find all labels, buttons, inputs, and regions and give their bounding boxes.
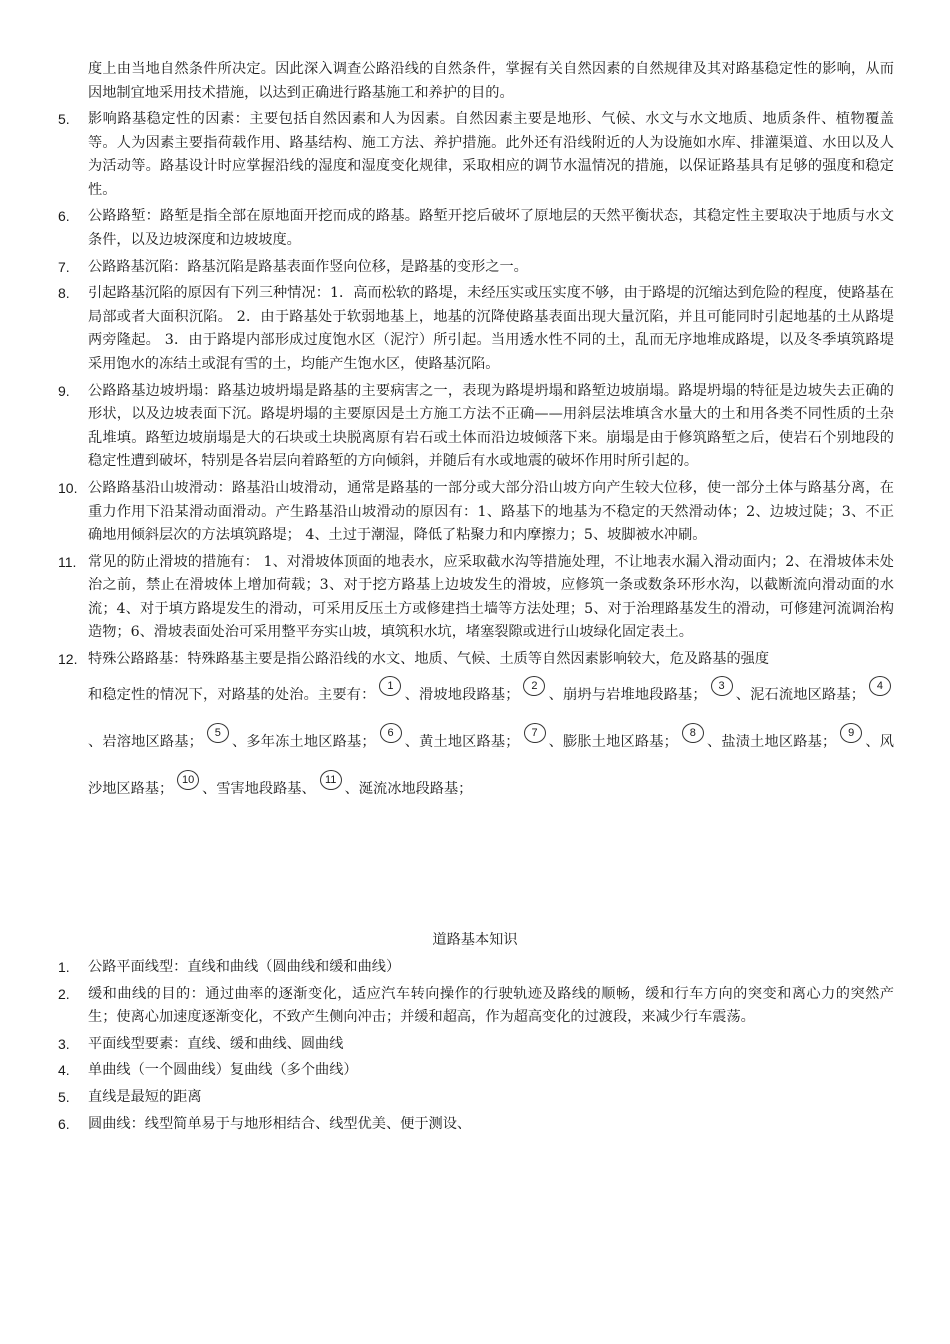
- list-item: [0, 956, 950, 980]
- circled-number: 7: [524, 723, 546, 743]
- list-item: [0, 983, 950, 1030]
- list-continuation: [0, 58, 950, 105]
- item-text: 公路路基沉陷：路基沉陷是路基表面作竖向位移，是路基的变形之一。: [88, 258, 528, 275]
- list-item: [0, 108, 950, 202]
- item-text: 单曲线（一个圆曲线）复曲线（多个曲线）: [88, 1062, 358, 1079]
- item-text: 缓和曲线的目的：通过曲率的逐渐变化，适应汽车转向操作的行驶轨迹及路线的顺畅，缓和行车方向的突变和离心力的突然产生；使离心加速度逐渐变化，不致产生侧向冲击；并缓和超高，作为超高变化的过渡段，来减少行车震荡。: [88, 985, 894, 1026]
- item-number: 8.: [58, 285, 70, 302]
- list-item: [0, 551, 950, 645]
- roadbed-type: 、崩坍与岩堆地段路基；: [548, 686, 707, 703]
- circled-number: 9: [840, 723, 862, 743]
- item-text: 公路路基沿山坡滑动：路基沿山坡滑动，通常是路基的一部分或大部分沿山坡方向产生较大位移，使一部分土体与路基分离，在重力作用下沿某滑动面滑动。产生路基沿山坡滑动的原因有：1、路基下的地基为不稳定的天然滑动体；2、边坡过陡；3、不正确地用倾斜层次的方法填筑路堤； 4、土过于潮湿，降低了粘聚力和内摩擦力；5、坡脚被水冲刷。: [88, 479, 894, 544]
- item-text: 公路路堑：路堑是指全部在原地面开挖而成的路基。路堑开挖后破坏了原地层的天然平衡状态，其稳定性主要取决于地质与水文条件，以及边坡深度和边坡坡度。: [88, 208, 894, 248]
- roadbed-type: 、多年冻土地区路基；: [231, 733, 376, 750]
- roadbed-type: 、黄土地区路基；: [404, 733, 520, 750]
- item-text: 圆曲线：线型简单易于与地形相结合、线型优美、便于测设、: [88, 1115, 472, 1132]
- section-title: 道路基本知识: [432, 932, 518, 948]
- numbered-list-road-basics: [0, 956, 950, 1136]
- list-item: [0, 256, 950, 280]
- roadbed-type: 、膨胀土地区路基；: [548, 733, 678, 750]
- item-number: 10.: [58, 479, 78, 496]
- item-text: [88, 648, 894, 813]
- list-item: [0, 477, 950, 548]
- item-text: 公路路基边坡坍塌：路基边坡坍塌是路基的主要病害之一，表现为路堤坍塌和路堑边坡崩塌。路堤坍塌的特征是边坡失去正确的形状，以及边坡表面下沉。路堤坍塌的主要原因是土方施工方法不正确——用斜层法堆填含水量大的土和用各类不同性质的土杂乱堆填。路堑边坡崩塌是大的石块或土块脱离原有岩石或土体而沿边坡倾落下来。崩塌是由于修筑路堑之后，使岩石个别地段的稳定性遭到破坏，特别是各岩层向着路堑的方向倾斜，并随后有水或地震的破坏作用时所引起的。: [88, 382, 894, 470]
- roadbed-type: 、涎流冰地段路基；: [344, 780, 473, 797]
- list-item: [0, 1033, 950, 1057]
- circled-number: 8: [682, 723, 704, 743]
- item-number: 4.: [58, 1062, 70, 1079]
- circled-number: 6: [380, 723, 402, 743]
- item12-intro: 特殊公路路基：特殊路基主要是指公路沿线的水文、地质、气候、土质等自然因素影响较大，危及路基的强度: [88, 651, 770, 668]
- item-number: 5.: [58, 1088, 70, 1105]
- item-number: 9.: [58, 382, 70, 399]
- roadbed-type: 、滑坡地段路基；: [404, 686, 520, 703]
- numbered-list-roadbed: [0, 108, 950, 813]
- item-number: 6.: [58, 1115, 70, 1132]
- item-number: 12.: [58, 651, 78, 668]
- item-number: 1.: [58, 959, 70, 975]
- item-text: 平面线型要素：直线、缓和曲线、圆曲线: [88, 1035, 344, 1052]
- item-text: 引起路基沉陷的原因有下列三种情况：1．高而松软的路堤，未经压实或压实度不够，由于路堤的沉缩达到危险的程度，使路基在局部或者大面积沉陷。 2．由于路基处于软弱地基上，地基的沉降使路基表面出现大量沉陷，并且可能同时引起地基的土从路堤两旁隆起。 3．由于路堤内部形成过度饱水区（泥泞）所引起。当用透水性不同的土，乱而无序地堆成路堤，以及冬季填筑路堤采用饱水的冻结土或混有雪的土，均能产生饱水区，使路基沉陷。: [88, 285, 894, 372]
- roadbed-type: 、岩溶地区路基；: [88, 733, 203, 750]
- list-item-special-roadbed: [0, 648, 950, 813]
- item12-lead: 和稳定性的情况下，对路基的处治。主要有：: [88, 686, 376, 703]
- circled-number: 2: [523, 676, 545, 696]
- list-item: [0, 282, 950, 376]
- roadbed-type: 、盐渍土地区路基；: [706, 733, 837, 750]
- item-number: 6.: [58, 208, 70, 225]
- roadbed-type: 、泥石流地区路基；: [735, 686, 865, 703]
- item-number: 11.: [58, 553, 77, 570]
- list-item: [0, 205, 950, 252]
- circled-number: 4: [869, 676, 891, 696]
- circled-number: 5: [207, 723, 229, 743]
- circled-number: 11: [320, 770, 342, 790]
- circled-number: 10: [177, 770, 199, 790]
- item-text: 常见的防止滑坡的措施有： 1、对滑坡体顶面的地表水，应采取截水沟等措施处理，不让地表水漏入滑动面内；2、在滑坡体未处治之前，禁止在滑坡体上增加荷载；3、对于挖方路基上边坡发生的滑坡，应修筑一条或数条环形水沟，以截断流向滑动面的水流；4、对于填方路堤发生的滑动，可采用反压土方或修建挡土墙等方法处理；5、对于治理路基发生的滑动，可修建河流调治构造物；6、滑坡表面处治可采用整平夯实山坡，填筑积水坑，堵塞裂隙或进行山坡绿化固定表土。: [88, 553, 894, 641]
- item-number: 2.: [58, 985, 70, 1002]
- item-text: 影响路基稳定性的因素：主要包括自然因素和人为因素。自然因素主要是地形、气候、水文与水文地质、地质条件、植物覆盖等。人为因素主要指荷载作用、路基结构、施工方法、养护措施。此外还有沿线附近的人为设施如水库、排灌渠道、水田以及人为活动等。路基设计时应掌握沿线的湿度和湿度变化规律，采取相应的调节水温情况的措施，以保证路基具有足够的强度和稳定性。: [88, 111, 894, 198]
- list-item: [0, 1113, 950, 1137]
- roadbed-type: 、雪害地段路基、: [202, 780, 316, 797]
- list-item: [0, 380, 950, 474]
- list-item: [0, 1059, 950, 1083]
- item-number: 3.: [58, 1035, 70, 1052]
- item-number: 7.: [58, 258, 70, 275]
- paragraph-continuation: 度上由当地自然条件所决定。因此深入调查公路沿线的自然条件，掌握有关自然因素的自然规律及其对路基稳定性的影响，从而因地制宜地采用技术措施，以达到正确进行路基施工和养护的目的。: [88, 61, 894, 101]
- item-text: 公路平面线型：直线和曲线（圆曲线和缓和曲线）: [88, 959, 401, 975]
- list-item-continuation: [0, 58, 950, 105]
- list-item: [0, 1086, 950, 1110]
- item-number: 5.: [58, 111, 70, 127]
- circled-number: 1: [379, 676, 401, 696]
- roadbed-type: 、风沙地区路基；: [88, 733, 894, 797]
- item-text: 直线是最短的距离: [88, 1088, 202, 1105]
- circled-number: 3: [711, 676, 733, 696]
